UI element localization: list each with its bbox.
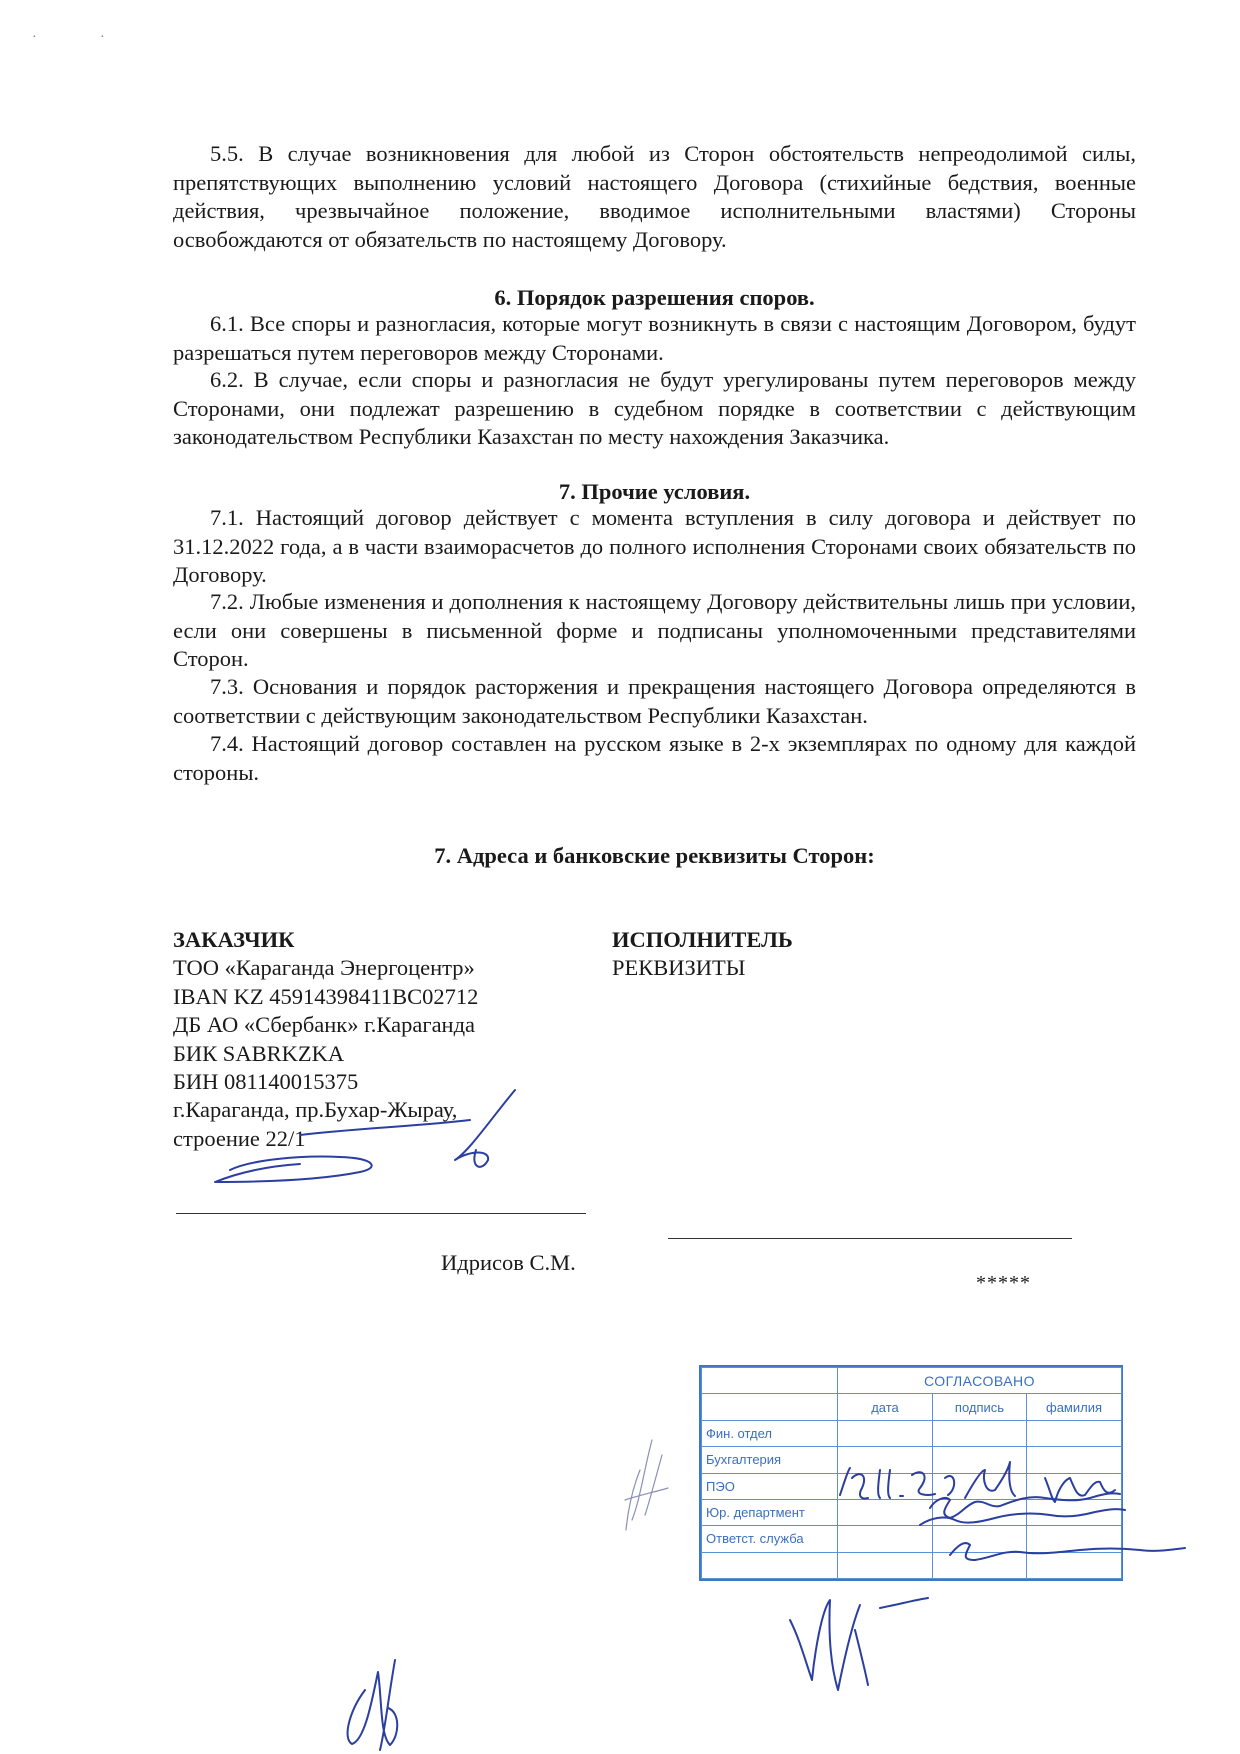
- clause-6-2: 6.2. В случае, если споры и разногласия не будут урегулированы путем переговоров между Сторонами, они подлежат разрешению в судебном порядке в соответствии с действующим законодательством Республики Казахстан по месту нахождения Заказчика.: [173, 367, 1136, 449]
- section-6-heading: 6. Порядок разрешения споров.: [494, 285, 815, 310]
- scan-mark: ·: [32, 30, 37, 45]
- customer-block: [173, 926, 478, 1153]
- scan-mark: ·: [100, 30, 105, 45]
- stamp-title: СОГЛАСОВАНО: [838, 1368, 1122, 1394]
- approval-table: [701, 1367, 1122, 1579]
- customer-signatory-name: Идрисов С.М.: [441, 1250, 576, 1275]
- contractor-signature-line: [668, 1238, 1072, 1239]
- customer-line: г.Караганда, пр.Бухар-Жырау,: [173, 1097, 458, 1123]
- customer-line: ТОО «Караганда Энергоцентр»: [173, 955, 475, 981]
- customer-signature-line: [176, 1213, 586, 1214]
- addresses-heading: 7. Адреса и банковские реквизиты Сторон:: [434, 843, 875, 868]
- clause-7-1: 7.1. Настоящий договор действует с момента вступления в силу договора и действует по 31.12.2022 года, а в части взаиморасчетов до полного исполнения Сторонами своих обязательств по Договору.: [173, 505, 1136, 587]
- customer-line: IBAN KZ 45914398411BC02712: [173, 983, 479, 1009]
- initials-mark-icon: [348, 1660, 398, 1750]
- approval-stamp: [699, 1365, 1123, 1581]
- stamp-signature-icon: [790, 1598, 928, 1690]
- section-7-heading: 7. Прочие условия.: [558, 479, 751, 504]
- stamp-row-label: Бухгалтерия: [702, 1447, 838, 1473]
- stamp-row-label: Фин. отдел: [702, 1420, 838, 1446]
- contractor-line: РЕКВИЗИТЫ: [612, 955, 746, 981]
- clause-7-3: 7.3. Основания и порядок расторжения и прекращения настоящего Договора определяются в соответствии с действующим законодательством Республики Казахстан.: [173, 674, 1136, 728]
- clause-6-1: 6.1. Все споры и разногласия, которые могут возникнуть в связи с настоящим Договором, будут разрешаться путем переговоров между Сторонами.: [173, 311, 1136, 365]
- customer-line: ДБ АО «Сбербанк» г.Караганда: [173, 1012, 476, 1038]
- clause-5-5: 5.5. В случае возникновения для любой из Сторон обстоятельств непреодолимой силы, препятствующих выполнению условий настоящего Договора (стихийные бедствия, военные действия, чрезвычайное положение, вводимое исполнительными властями) Стороны освобождаются от обязательств по настоящему Договору.: [173, 141, 1136, 252]
- customer-title: ЗАКАЗЧИК: [173, 927, 295, 952]
- clause-7-2: 7.2. Любые изменения и дополнения к настоящему Договору действительны лишь при условии, если они совершены в письменной форме и подписаны уполномоченными представителями Сторон.: [173, 589, 1136, 671]
- stamp-header-cell: [702, 1394, 838, 1420]
- customer-line: строение 22/1: [173, 1125, 306, 1151]
- stamp-header-signature: подпись: [933, 1394, 1027, 1420]
- stamp-row-label: Юр. департмент: [702, 1499, 838, 1525]
- stamp-row-label: ПЭО: [702, 1473, 838, 1499]
- margin-scribble-icon: [625, 1440, 668, 1530]
- stamp-header-date: дата: [838, 1394, 933, 1420]
- customer-line: БИК SABRKZKA: [173, 1040, 345, 1066]
- contractor-signatory-redacted: *****: [976, 1272, 1031, 1294]
- contractor-block: [612, 926, 793, 983]
- contractor-title: ИСПОЛНИТЕЛЬ: [612, 927, 793, 952]
- clause-7-4: 7.4. Настоящий договор составлен на русском языке в 2-х экземплярах по одному для каждой стороны.: [173, 731, 1136, 785]
- stamp-header-surname: фамилия: [1027, 1394, 1122, 1420]
- customer-line: БИН 081140015375: [173, 1069, 359, 1095]
- stamp-corner: [702, 1368, 838, 1394]
- stamp-row-label: Ответст. служба: [702, 1526, 838, 1552]
